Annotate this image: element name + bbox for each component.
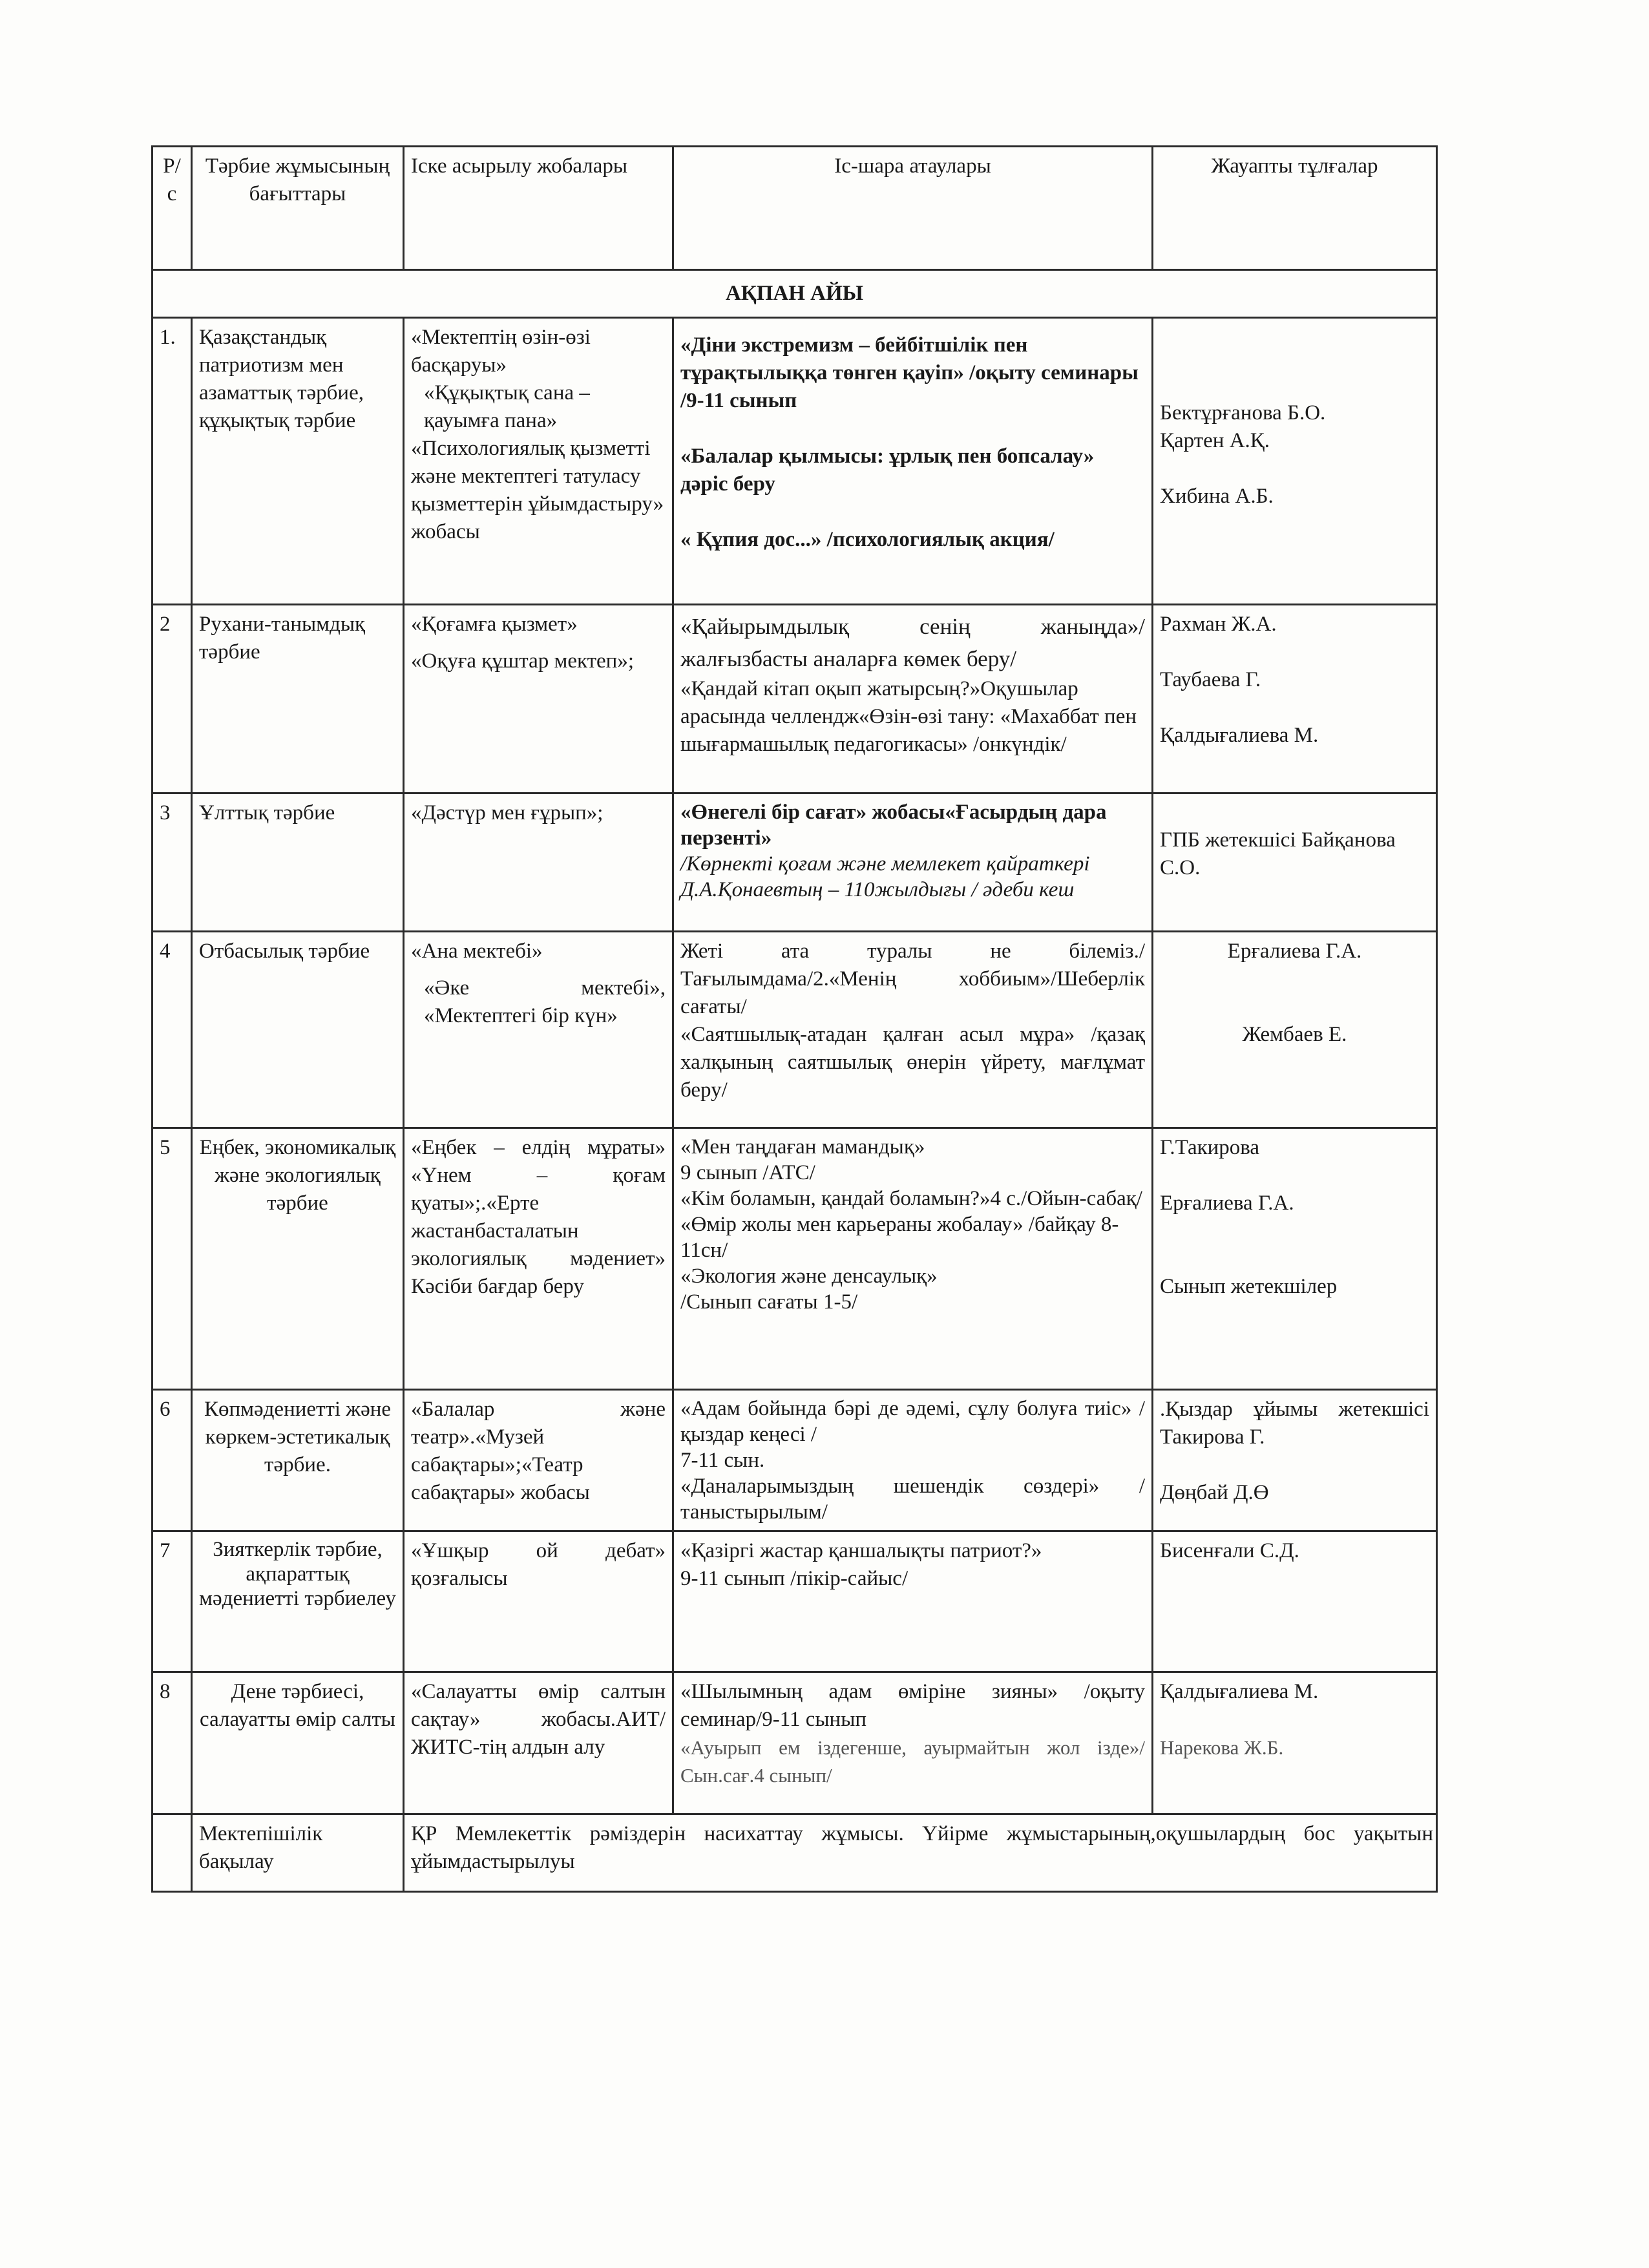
header-direction: Тәрбие жұмысының бағыттары [192, 147, 404, 270]
footer-text: ҚР Мемлекеттік рәміздерін насихаттау жұмысы. Үйірме жұмыстарының,оқушылардың бос уақытын ұйымдастырылуы [404, 1814, 1437, 1892]
event-item: «Экология және денсаулық» [680, 1265, 938, 1288]
row-direction: Отбасылық тәрбие [192, 932, 404, 1128]
event-item: 9-11 сынып /пікір-сайыс/ [680, 1567, 909, 1590]
responsible-person: Хибина А.Б. [1160, 485, 1274, 508]
responsible-person: .Қыздар ұйымы жетекшісі Такирова Г. [1160, 1398, 1429, 1449]
event-item: /Сынып сағаты 1-5/ [680, 1290, 858, 1314]
footer-row [152, 1814, 1437, 1892]
row-responsible [1153, 793, 1437, 932]
row-events [673, 1128, 1153, 1390]
table-row [152, 1531, 1437, 1672]
row-number: 8 [152, 1672, 192, 1814]
event-item: « Құпия дос...» /психологиялық акция/ [680, 528, 1055, 551]
row-projects [404, 605, 673, 793]
event-item: «Өнегелі бір сағат» жобасы«Ғасырдың дара перзенті» [680, 801, 1107, 850]
row-projects [404, 1128, 673, 1390]
table-header-row [152, 147, 1437, 270]
month-title: АҚПАН АЙЫ [152, 270, 1437, 318]
responsible-person: Г.Такирова [1160, 1136, 1260, 1159]
row-responsible [1153, 605, 1437, 793]
event-item: /Көрнекті қоғам және мемлекет қайраткері Д.А.Қонаевтың – 110жылдығы / әдеби кеш [680, 852, 1090, 901]
project-item: «Әке мектебі», «Мектептегі бір күн» [424, 976, 666, 1027]
responsible-person: Бектұрғанова Б.О. [1160, 401, 1326, 425]
project-item: «Құқықтық сана – қауымға пана» [424, 381, 590, 432]
header-num: Р/с [152, 147, 192, 270]
project-item: «Оқуға құштар мектеп»; [411, 649, 634, 673]
event-item: «Шылымның адам өміріне зияны» /оқыту семинар/9-11 сынып [680, 1680, 1145, 1731]
row-events [673, 605, 1153, 793]
table-row [152, 932, 1437, 1128]
project-item: «Еңбек – елдің мұраты» «Үнем – қоғам қуаты»;.«Ерте жастанбасталатын экологиялық мәдениет» Кәсіби бағдар беру [411, 1136, 666, 1298]
row-responsible [1153, 1672, 1437, 1814]
row-projects [404, 318, 673, 605]
responsible-person: ГПБ жетекшісі Байқанова С.О. [1160, 828, 1396, 879]
header-responsible: Жауапты тұлғалар [1153, 147, 1437, 270]
row-direction: Қазақстандық патриотизм мен азаматтық тәрбие, құқықтық тәрбие [192, 318, 404, 605]
row-responsible [1153, 1128, 1437, 1390]
row-projects [404, 1390, 673, 1531]
event-item: «Ауырып ем іздегенше, ауырмайтын жол ізде»/Сын.сағ.4 сынып/ [680, 1736, 1145, 1787]
table-row [152, 1390, 1437, 1531]
row-responsible [1153, 318, 1437, 605]
event-item: «Даналарымыздың шешендік сөздері» /таныстырылым/ [680, 1475, 1145, 1524]
responsible-person: Қалдығалиева М. [1160, 1680, 1319, 1703]
event-item: «Діни экстремизм – бейбітшілік пен тұрақтылыққа төнген қауіп» /оқыту семинары /9-11 сынып [680, 333, 1139, 412]
row-direction: Көпмәдениетті және көркем-эстетикалық тәрбие. [192, 1390, 404, 1531]
responsible-person: Рахман Ж.А. [1160, 613, 1277, 636]
row-projects [404, 1531, 673, 1672]
table-row [152, 605, 1437, 793]
row-events [673, 793, 1153, 932]
event-item: 7-11 сын. [680, 1449, 765, 1472]
row-number: 6 [152, 1390, 192, 1531]
responsible-person: Ерғалиева Г.А. [1160, 1192, 1294, 1215]
row-events [673, 932, 1153, 1128]
row-number: 2 [152, 605, 192, 793]
event-item: «Қайырымдылық сенің жаныңда»/ жалғызбасты аналарға көмек беру/ [680, 614, 1145, 671]
table-row [152, 318, 1437, 605]
project-item: «Балалар және театр».«Музей сабақтары»;«Театр сабақтары» жобасы [411, 1398, 666, 1504]
responsible-person: Ерғалиева Г.А. [1227, 940, 1362, 963]
row-number: 3 [152, 793, 192, 932]
row-direction: Дене тәрбиесі, салауатты өмір салты [192, 1672, 404, 1814]
responsible-person: Қалдығалиева М. [1160, 724, 1319, 747]
footer-empty-cell [152, 1814, 192, 1892]
responsible-person: Қартен А.Қ. [1160, 429, 1270, 452]
row-responsible [1153, 1390, 1437, 1531]
row-number: 4 [152, 932, 192, 1128]
row-number: 7 [152, 1531, 192, 1672]
event-item: «Адам бойында бәрі де әдемі, сұлу болуға тиіс» /қыздар кеңесі / [680, 1397, 1145, 1446]
project-item: «Ана мектебі» [411, 940, 543, 963]
event-item: «Саятшылық-атадан қалған асыл мұра» /қазақ халқының саятшылық өнерін үйрету, мағлұмат беру/ [680, 1023, 1145, 1102]
row-events [673, 1672, 1153, 1814]
event-item: 9 сынып /АТС/ [680, 1161, 815, 1184]
footer-label: Мектепішілік бақылау [192, 1814, 404, 1892]
row-events [673, 1531, 1153, 1672]
event-item: «Қазіргі жастар қаншалықты патриот?» [680, 1539, 1042, 1562]
row-direction: Рухани-танымдық тәрбие [192, 605, 404, 793]
responsible-person: Жембаев Е. [1242, 1023, 1347, 1046]
table-row [152, 1672, 1437, 1814]
responsible-person: Дөңбай Д.Ө [1160, 1481, 1269, 1504]
header-projects: Іске асырылу жобалары [404, 147, 673, 270]
project-item: «Салауатты өмір салтын сақтау» жобасы.АИТ/ЖИТС-тің алдын алу [411, 1680, 666, 1759]
row-direction: Зияткерлік тәрбие, ақпараттық мәдениетті тәрбиелеу [192, 1531, 404, 1672]
education-plan-table [151, 145, 1438, 1893]
row-number: 5 [152, 1128, 192, 1390]
responsible-person: Таубаева Г. [1160, 668, 1261, 691]
project-item: «Дәстүр мен ғұрып»; [411, 801, 604, 824]
event-item: Жеті ата туралы не білеміз./Тағылымдама/2.«Менің хоббиым»/Шеберлік сағаты/ [680, 940, 1145, 1018]
responsible-person: Нарекова Ж.Б. [1160, 1736, 1284, 1759]
project-item: «Психологиялық қызметті және мектептегі татуласу қызметтерін ұйымдастыру» жобасы [411, 437, 664, 543]
row-events [673, 1390, 1153, 1531]
table-row [152, 793, 1437, 932]
row-events [673, 318, 1153, 605]
project-item: «Ұшқыр ой дебат» қозғалысы [411, 1539, 666, 1590]
row-projects [404, 793, 673, 932]
month-row [152, 270, 1437, 318]
event-item: «Балалар қылмысы: ұрлық пен бопсалау» дәріс беру [680, 445, 1095, 496]
row-responsible [1153, 1531, 1437, 1672]
header-events: Іс-шара атаулары [673, 147, 1153, 270]
event-item: «Кім боламын, қандай боламын?»4 с./Ойын-сабақ/ [680, 1187, 1142, 1210]
project-item: «Мектептің өзін-өзі басқаруы» [411, 326, 591, 377]
responsible-person: Бисенғали С.Д. [1160, 1539, 1299, 1562]
row-projects [404, 932, 673, 1128]
row-projects [404, 1672, 673, 1814]
row-direction: Ұлттық тәрбие [192, 793, 404, 932]
responsible-person: Сынып жетекшілер [1160, 1275, 1338, 1298]
event-item: «Қандай кітап оқып жатырсың?»Оқушылар арасында челлендж«Өзін-өзі тану: «Махаббат пен шығармашылық педагогикасы» /онкүндік/ [680, 677, 1137, 756]
table-row [152, 1128, 1437, 1390]
row-responsible [1153, 932, 1437, 1128]
event-item: «Өмір жолы мен карьераны жобалау» /байқау 8-11сн/ [680, 1213, 1119, 1262]
row-number: 1. [152, 318, 192, 605]
row-direction: Еңбек, экономикалық және экологиялық тәрбие [192, 1128, 404, 1390]
project-item: «Қоғамға қызмет» [411, 613, 578, 636]
event-item: «Мен таңдаған мамандық» [680, 1135, 925, 1159]
